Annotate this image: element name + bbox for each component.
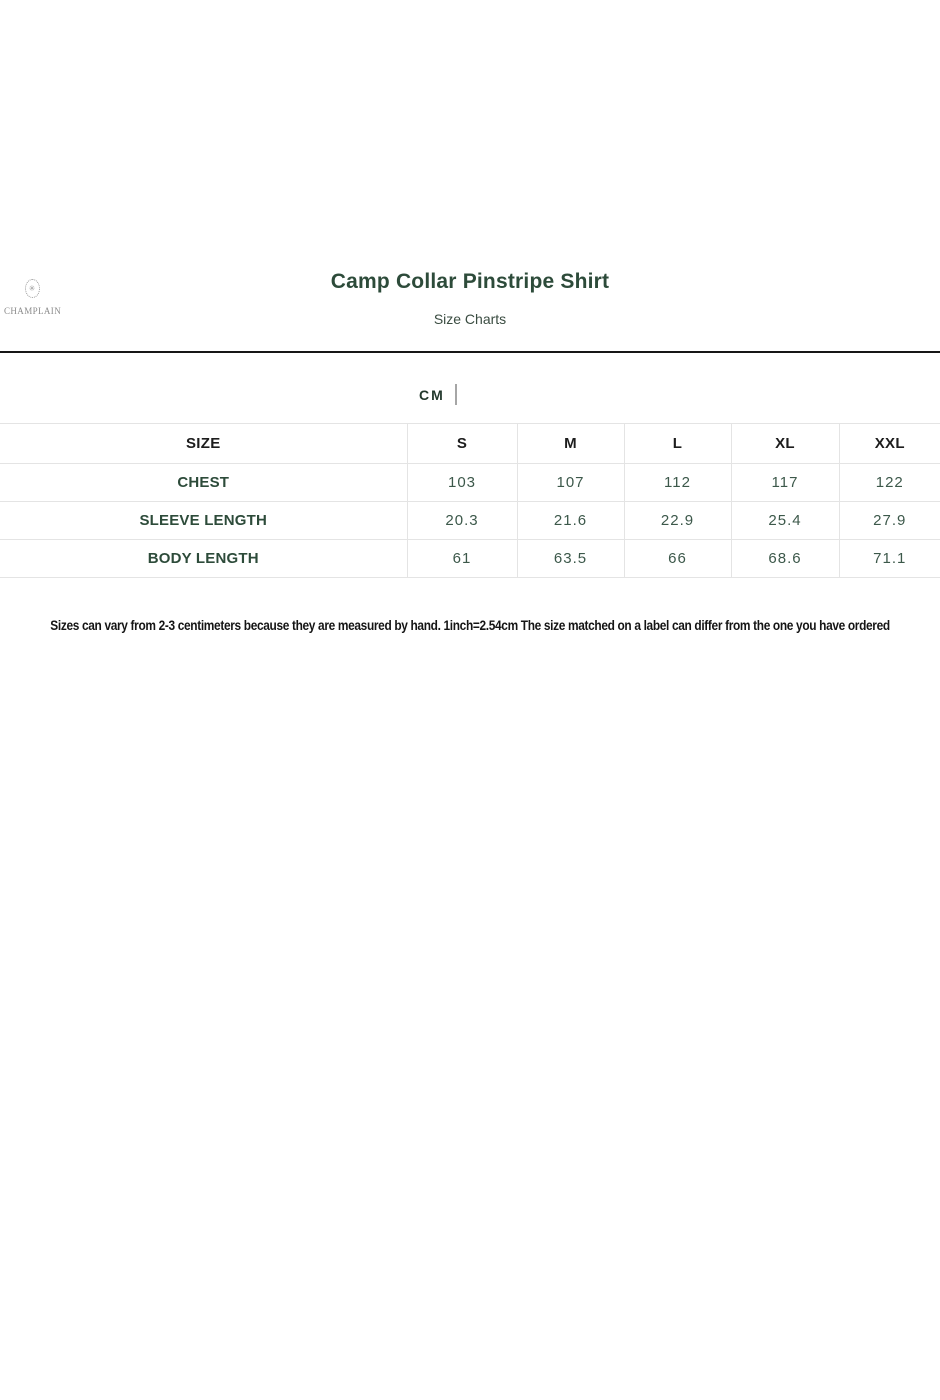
sleeve-value-xl: 25.4 [731,502,839,540]
unit-divider-bar [455,384,457,405]
row-label-sleeve-length: SLEEVE LENGTH [0,502,407,540]
table-row-body-length [0,540,940,578]
sleeve-value-s: 20.3 [407,502,517,540]
table-header-row [0,424,940,464]
unit-toggle[interactable] [419,384,457,405]
body-value-xl: 68.6 [731,540,839,578]
row-label-body-length: BODY LENGTH [0,540,407,578]
page-title: Camp Collar Pinstripe Shirt [330,270,610,293]
chest-value-m: 107 [517,464,624,502]
chest-value-s: 103 [407,464,517,502]
chest-value-xxl: 122 [839,464,940,502]
sleeve-value-xxl: 27.9 [839,502,940,540]
header-divider [0,351,940,353]
sleeve-value-l: 22.9 [624,502,731,540]
column-header-m: M [517,424,624,464]
chest-value-l: 112 [624,464,731,502]
body-value-m: 63.5 [517,540,624,578]
body-value-l: 66 [624,540,731,578]
column-header-xxl: XXL [839,424,940,464]
starburst-icon: ✳ [25,279,40,298]
row-label-chest: CHEST [0,464,407,502]
body-value-xxl: 71.1 [839,540,940,578]
column-header-s: S [407,424,517,464]
size-disclaimer-text: Sizes can vary from 2-3 centimeters because they are measured by hand. 1inch=2.54cm The size matched on a label can differ from the one you have ordered [50,617,890,633]
size-chart-table [0,423,940,578]
column-header-xl: XL [731,424,839,464]
column-header-size: SIZE [0,424,407,464]
brand-name: CHAMPLAIN [4,306,62,316]
unit-toggle-cm[interactable]: CM [419,386,445,403]
table-row-chest [0,464,940,502]
table-row-sleeve-length [0,502,940,540]
column-header-l: L [624,424,731,464]
sleeve-value-m: 21.6 [517,502,624,540]
chest-value-xl: 117 [731,464,839,502]
body-value-s: 61 [407,540,517,578]
page-subtitle: Size Charts [433,311,507,327]
